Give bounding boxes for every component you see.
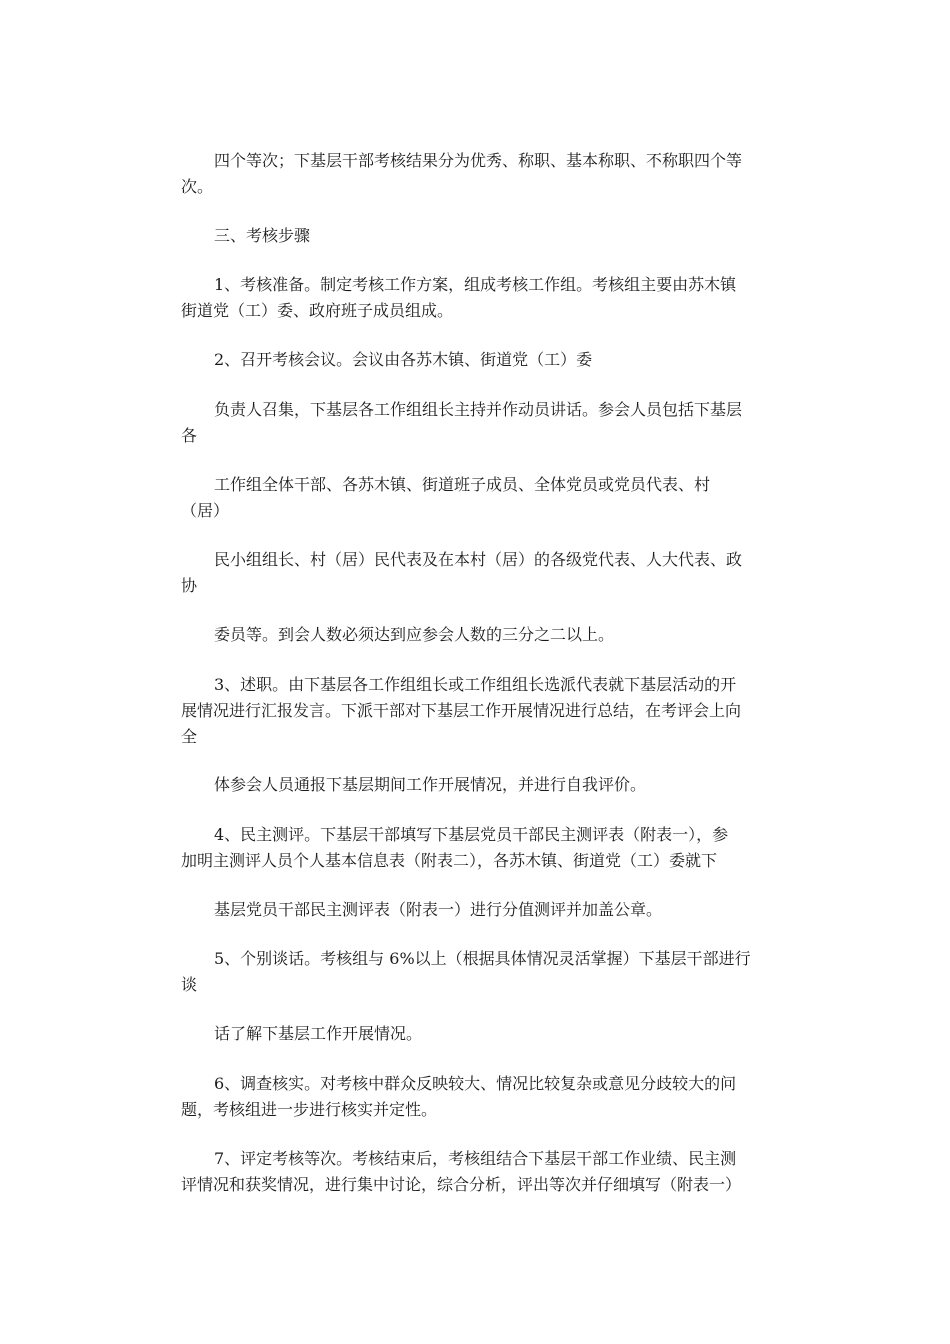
paragraph — [181, 672, 771, 750]
section-heading — [181, 223, 771, 249]
text-line: 5、个别谈话。考核组与 6%以上（根据具体情况灵活掌握）下基层干部进行 — [214, 949, 751, 968]
paragraph — [181, 822, 771, 874]
paragraph — [181, 897, 771, 923]
paragraph — [181, 272, 771, 324]
text-line: 各 — [181, 426, 198, 445]
text-line: 4、民主测评。下基层干部填写下基层党员干部民主测评表（附表一），参 — [214, 825, 729, 844]
text-line: 全 — [181, 727, 198, 746]
paragraph — [181, 772, 771, 798]
text-line: 谈 — [181, 975, 198, 994]
paragraph — [181, 622, 771, 648]
text-line: 6、调查核实。对考核中群众反映较大、情况比较复杂或意见分歧较大的问 — [214, 1074, 737, 1093]
text-line: （居） — [181, 501, 230, 520]
paragraph — [181, 148, 771, 200]
text-line: 工作组全体干部、各苏木镇、街道班子成员、全体党员或党员代表、村 — [214, 475, 711, 494]
text-line: 题，考核组进一步进行核实并定性。 — [181, 1100, 438, 1119]
text-line: 委员等。到会人数必须达到应参会人数的三分之二以上。 — [214, 625, 615, 644]
text-line: 次。 — [181, 177, 214, 196]
paragraph — [181, 472, 771, 524]
text-line: 展情况进行汇报发言。下派干部对下基层工作开展情况进行总结，在考评会上向 — [181, 701, 742, 720]
paragraph — [181, 1021, 771, 1047]
paragraph — [181, 347, 771, 373]
text-line: 街道党（工）委、政府班子成员组成。 — [181, 301, 454, 320]
paragraph — [181, 946, 771, 998]
text-line: 民小组组长、村（居）民代表及在本村（居）的各级党代表、人大代表、政 — [214, 550, 743, 569]
text-line: 四个等次；下基层干部考核结果分为优秀、称职、基本称职、不称职四个等 — [214, 151, 743, 170]
text-line: 7、评定考核等次。考核结束后，考核组结合下基层干部工作业绩、民主测 — [214, 1149, 737, 1168]
text-line: 体参会人员通报下基层期间工作开展情况，并进行自我评价。 — [214, 775, 647, 794]
paragraph — [181, 1071, 771, 1123]
text-line: 协 — [181, 576, 198, 595]
text-line: 话了解下基层工作开展情况。 — [214, 1024, 423, 1043]
text-line: 负责人召集，下基层各工作组组长主持并作动员讲话。参会人员包括下基层 — [214, 400, 743, 419]
text-line: 3、述职。由下基层各工作组组长或工作组组长选派代表就下基层活动的开 — [214, 675, 737, 694]
paragraph — [181, 397, 771, 449]
text-line: 基层党员干部民主测评表（附表一）进行分值测评并加盖公章。 — [214, 900, 663, 919]
text-line: 评情况和获奖情况，进行集中讨论，综合分析，评出等次并仔细填写（附表一） — [181, 1175, 742, 1194]
paragraph — [181, 547, 771, 599]
text-line: 加明主测评人员个人基本信息表（附表二），各苏木镇、街道党（工）委就下 — [181, 851, 718, 870]
text-line: 三、考核步骤 — [214, 226, 311, 245]
paragraph — [181, 1146, 771, 1198]
text-line: 2、召开考核会议。会议由各苏木镇、街道党（工）委 — [214, 350, 593, 369]
text-line: 1、考核准备。制定考核工作方案，组成考核工作组。考核组主要由苏木镇 — [214, 275, 737, 294]
